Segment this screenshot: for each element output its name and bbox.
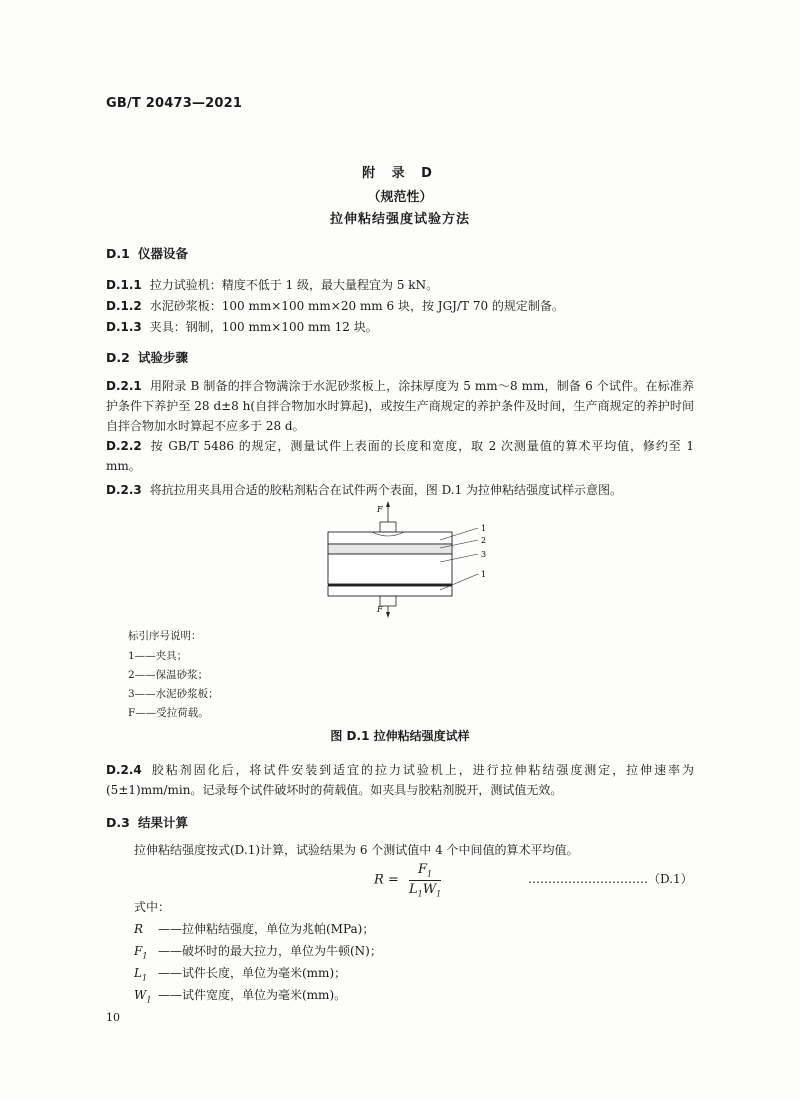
d3-intro: 拉伸粘结强度按式(D.1)计算，试验结果为 6 个测试值中 4 个中间值的算术平均值。 [134,843,579,857]
page-number: 10 [106,1011,120,1024]
where-row [134,920,374,938]
item-d11 [106,276,438,293]
section-d3-heading [106,813,188,831]
tensile-specimen-diagram [300,498,520,618]
item-text: 将抗拉用夹具用合适的胶粘剂粘合在试件两个表面，图 D.1 为拉伸粘结强度试样示意图。 [149,483,623,497]
item-number: D.2.1 [106,379,142,393]
force-arrowhead-top [386,501,390,507]
where-symbol: $W_1$ [134,988,152,1005]
figure-caption: 图 D.1 拉伸粘结强度试样 [330,729,470,743]
item-d12 [106,297,564,314]
where-row [134,964,346,982]
item-text: 夹具：钢制，100 mm×100 mm 12 块。 [149,320,378,334]
clamp-plate-bottom [328,586,452,596]
legend-item: 2——保温砂浆； [128,669,209,681]
where-symbol: R [134,922,144,936]
clamp-stub-top [380,522,396,532]
item-number: D.1.2 [106,299,142,313]
formula-d1 [374,862,441,898]
clamp-plate-top [328,532,452,544]
where-row [134,942,382,960]
item-d13 [106,318,378,335]
item-d22 [106,436,694,476]
where-definition: ——试件宽度，单位为毫米(mm)。 [158,988,347,1002]
item-d23 [106,481,622,498]
callout-2: 2 [481,536,487,545]
mortar-layer [328,544,452,554]
item-number: D.1.1 [106,278,142,292]
section-title: 仪器设备 [138,246,189,261]
item-number: D.2.2 [106,439,142,453]
formula-numerator: $F_1$ [409,862,441,881]
item-text: 用附录 B 制备的拌合物满涂于水泥砂浆板上，涂抹厚度为 5 mm～8 mm，制备 6 个试件。在标准养护条件下养护至 28 d±8 h(自拌合物加水时算起)，或按生产商规定的养护条件及时间，生产商规定的养护时间自拌合物加水时算起不应多于 28 d。 [106,379,694,433]
section-d2-heading [106,348,188,366]
where-definition: ——拉伸粘结强度，单位为兆帕(MPa)； [158,922,375,936]
where-row [134,986,346,1004]
item-text: 拉力试验机：精度不低于 1 级，最大量程宜为 5 kN。 [149,278,439,292]
where-symbol: $L_1$ [134,966,148,983]
item-text: 水泥砂浆板：100 mm×100 mm×20 mm 6 块，按 JGJ/T 70 的规定制备。 [149,299,564,313]
item-d21 [106,376,694,436]
callout-3: 3 [481,550,487,559]
legend-item: 1——夹具； [128,650,188,662]
force-label-bottom: F [377,605,383,614]
force-label-top: F [377,505,383,514]
section-number: D.2 [106,350,130,365]
annex-title: 附 录 D [362,166,438,181]
where-definition: ——试件长度，单位为毫米(mm)； [158,966,347,980]
section-title: 试验步骤 [138,350,189,365]
force-arrowhead-bottom [386,612,390,618]
formula-lhs: R = [374,872,399,888]
where-title: 式中： [134,900,171,914]
item-text: 胶粘剂固化后，将试件安装到适宜的拉力试验机上，进行拉伸粘结强度测定，拉伸速率为 (5±1)mm/min。记录每个试件破坏时的荷载值。如夹具与胶粘剂脱开，测试值无效。 [106,763,694,797]
legend-title: 标引序号说明： [128,630,202,642]
annex-name: 拉伸粘结强度试验方法 [329,212,470,227]
item-number: D.1.3 [106,320,142,334]
cement-board [328,554,452,584]
where-symbol: $F_1$ [134,944,148,961]
standard-code: GB/T 20473—2021 [106,96,243,111]
legend-item: 3——水泥砂浆板； [128,688,219,700]
item-d24 [106,760,694,800]
section-number: D.3 [106,815,130,830]
annex-type: （规范性） [367,190,433,205]
section-d1-heading [106,244,188,262]
formula-reference: …………………………（D.1） [528,872,693,886]
legend-item: F——受拉荷载。 [128,707,209,719]
where-definition: ——破坏时的最大拉力，单位为牛顿(N)； [158,944,382,958]
item-number: D.2.4 [106,763,142,777]
formula-fraction [409,862,441,898]
callout-1-bottom: 1 [481,570,487,579]
callout-1-top: 1 [481,524,487,533]
formula-denominator: $L_1W_1$ [408,881,442,899]
section-number: D.1 [106,246,130,261]
item-text: 按 GB/T 5486 的规定，测量试件上表面的长度和宽度，取 2 次测量值的算术平均值，修约至 1 mm。 [106,439,694,473]
item-number: D.2.3 [106,483,142,497]
section-title: 结果计算 [138,815,189,830]
